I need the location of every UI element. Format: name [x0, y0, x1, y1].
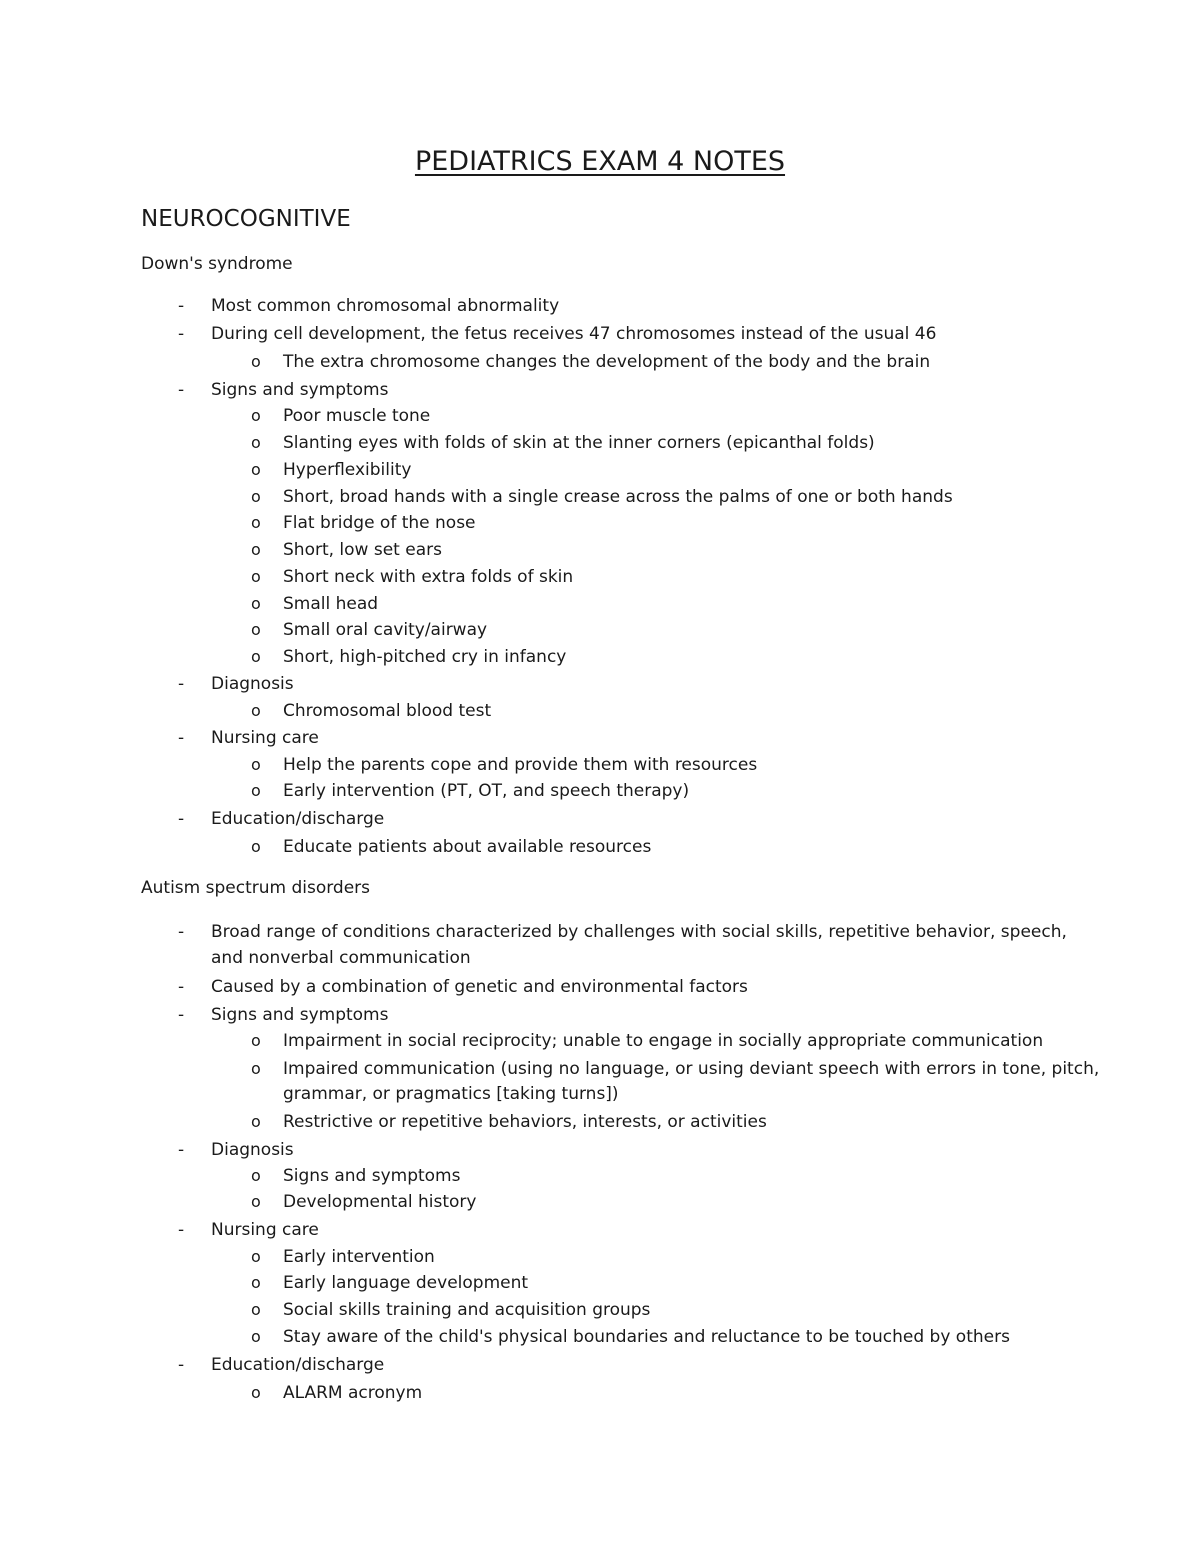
- list-item: ALARM acronym: [283, 1383, 423, 1403]
- list-item: Signs and symptoms: [211, 1005, 389, 1025]
- circle-bullet: o: [251, 433, 261, 452]
- list-item: Impaired communication (using no language, or using deviant speech with errors in tone, pitch,: [283, 1059, 1100, 1079]
- circle-bullet: o: [251, 1059, 261, 1078]
- list-item: Restrictive or repetitive behaviors, interests, or activities: [283, 1112, 767, 1132]
- list-item: Poor muscle tone: [283, 406, 431, 426]
- list-item: Developmental history: [283, 1192, 477, 1212]
- list-item: Most common chromosomal abnormality: [211, 296, 560, 316]
- list-item: Early language development: [283, 1273, 529, 1293]
- circle-bullet: o: [251, 1300, 261, 1319]
- circle-bullet: o: [251, 1247, 261, 1266]
- circle-bullet: o: [251, 620, 261, 639]
- circle-bullet: o: [251, 1166, 261, 1185]
- list-item: Slanting eyes with folds of skin at the inner corners (epicanthal folds): [283, 433, 875, 453]
- dash-bullet: -: [178, 728, 185, 748]
- circle-bullet: o: [251, 1383, 261, 1402]
- topic-heading-autism: Autism spectrum disorders: [141, 878, 371, 898]
- document-title: PEDIATRICS EXAM 4 NOTES: [414, 146, 786, 177]
- circle-bullet: o: [251, 781, 261, 800]
- circle-bullet: o: [251, 837, 261, 856]
- list-item: Education/discharge: [211, 1355, 385, 1375]
- list-item: Nursing care: [211, 1220, 319, 1240]
- circle-bullet: o: [251, 460, 261, 479]
- circle-bullet: o: [251, 594, 261, 613]
- dash-bullet: -: [178, 1355, 185, 1375]
- list-item: Diagnosis: [211, 1140, 294, 1160]
- list-item: Help the parents cope and provide them with resources: [283, 755, 758, 775]
- list-item: Education/discharge: [211, 809, 385, 829]
- list-item: Early intervention: [283, 1247, 435, 1267]
- dash-bullet: -: [178, 674, 185, 694]
- list-item: Early intervention (PT, OT, and speech therapy): [283, 781, 690, 801]
- dash-bullet: -: [178, 1220, 185, 1240]
- list-item-continuation: and nonverbal communication: [211, 948, 471, 968]
- list-item: Educate patients about available resources: [283, 837, 652, 857]
- circle-bullet: o: [251, 352, 261, 371]
- list-item: Short, broad hands with a single crease across the palms of one or both hands: [283, 487, 953, 507]
- list-item: Chromosomal blood test: [283, 701, 492, 721]
- circle-bullet: o: [251, 1192, 261, 1211]
- circle-bullet: o: [251, 1273, 261, 1292]
- list-item: Flat bridge of the nose: [283, 513, 476, 533]
- list-item: During cell development, the fetus receives 47 chromosomes instead of the usual 46: [211, 324, 937, 344]
- list-item: Signs and symptoms: [211, 380, 389, 400]
- circle-bullet: o: [251, 567, 261, 586]
- dash-bullet: -: [178, 380, 185, 400]
- dash-bullet: -: [178, 324, 185, 344]
- list-item: Nursing care: [211, 728, 319, 748]
- circle-bullet: o: [251, 487, 261, 506]
- section-heading: NEUROCOGNITIVE: [141, 206, 351, 232]
- dash-bullet: -: [178, 977, 185, 997]
- circle-bullet: o: [251, 755, 261, 774]
- dash-bullet: -: [178, 1140, 185, 1160]
- circle-bullet: o: [251, 701, 261, 720]
- list-item: Signs and symptoms: [283, 1166, 461, 1186]
- list-item: Small head: [283, 594, 379, 614]
- dash-bullet: -: [178, 296, 185, 316]
- circle-bullet: o: [251, 1327, 261, 1346]
- circle-bullet: o: [251, 406, 261, 425]
- circle-bullet: o: [251, 540, 261, 559]
- list-item: Impairment in social reciprocity; unable to engage in socially appropriate communication: [283, 1031, 1044, 1051]
- dash-bullet: -: [178, 809, 185, 829]
- circle-bullet: o: [251, 647, 261, 666]
- list-item: Small oral cavity/airway: [283, 620, 488, 640]
- list-item: Caused by a combination of genetic and environmental factors: [211, 977, 748, 997]
- list-item: The extra chromosome changes the development of the body and the brain: [283, 352, 931, 372]
- circle-bullet: o: [251, 513, 261, 532]
- circle-bullet: o: [251, 1031, 261, 1050]
- topic-heading-downs: Down's syndrome: [141, 254, 293, 274]
- dash-bullet: -: [178, 922, 185, 942]
- list-item: Social skills training and acquisition groups: [283, 1300, 651, 1320]
- list-item: Short neck with extra folds of skin: [283, 567, 574, 587]
- dash-bullet: -: [178, 1005, 185, 1025]
- list-item: Short, low set ears: [283, 540, 442, 560]
- list-item: Diagnosis: [211, 674, 294, 694]
- list-item: Broad range of conditions characterized by challenges with social skills, repetitive behavior, speech,: [211, 922, 1067, 942]
- list-item: Short, high-pitched cry in infancy: [283, 647, 567, 667]
- list-item-continuation: grammar, or pragmatics [taking turns]): [283, 1084, 619, 1104]
- list-item: Stay aware of the child's physical boundaries and reluctance to be touched by others: [283, 1327, 1010, 1347]
- list-item: Hyperflexibility: [283, 460, 412, 480]
- circle-bullet: o: [251, 1112, 261, 1131]
